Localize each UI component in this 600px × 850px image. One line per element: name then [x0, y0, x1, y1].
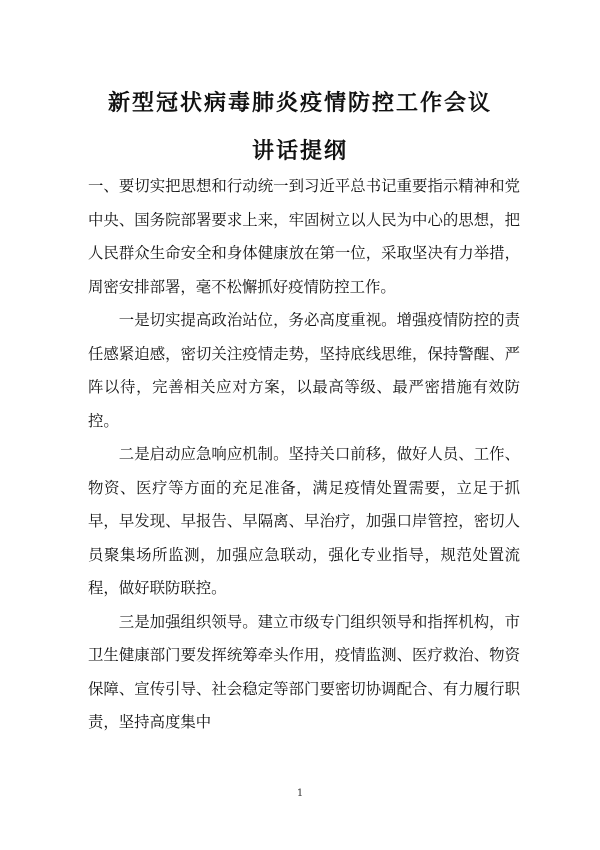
paragraph-3: 二是启动应急响应机制。坚持关口前移，做好人员、工作、物资、医疗等方面的充足准备，满足疫情处置需要，立足于抓早，早发现、早报告、早隔离、早治疗，加强口岸管控，密切人员聚集场所监测，加强应急联动，强化专业指导，规范处置流程，做好联防联控。: [88, 445, 520, 597]
document-body: [88, 170, 520, 740]
paragraph-1: 一、要切实把思想和行动统一到习近平总书记重要指示精神和党中央、国务院部署要求上来，牢固树立以人民为中心的思想，把人民群众生命安全和身体健康放在第一位，采取坚决有力举措，周密安排部署，毫不松懈抓好疫情防控工作。: [88, 177, 520, 296]
paragraph-2: 一是切实提高政治站位，务必高度重视。增强疫情防控的责任感紧迫感，密切关注疫情走势，坚持底线思维，保持警醒、严阵以待，完善相关应对方案，以最高等级、最严密措施有效防控。: [88, 311, 520, 430]
document-subtitle: 讲话提纲: [251, 139, 348, 164]
paragraph-4: 三是加强组织领导。建立市级专门组织领导和指挥机构，市卫生健康部门要发挥统筹牵头作用，疫情监测、医疗救治、物资保障、宣传引导、社会稳定等部门要密切协调配合、有力履行职责，坚持高度集中: [88, 612, 520, 731]
page-number: 1: [296, 788, 304, 799]
document-title: 新型冠状病毒肺炎疫情防控工作会议: [107, 91, 492, 116]
